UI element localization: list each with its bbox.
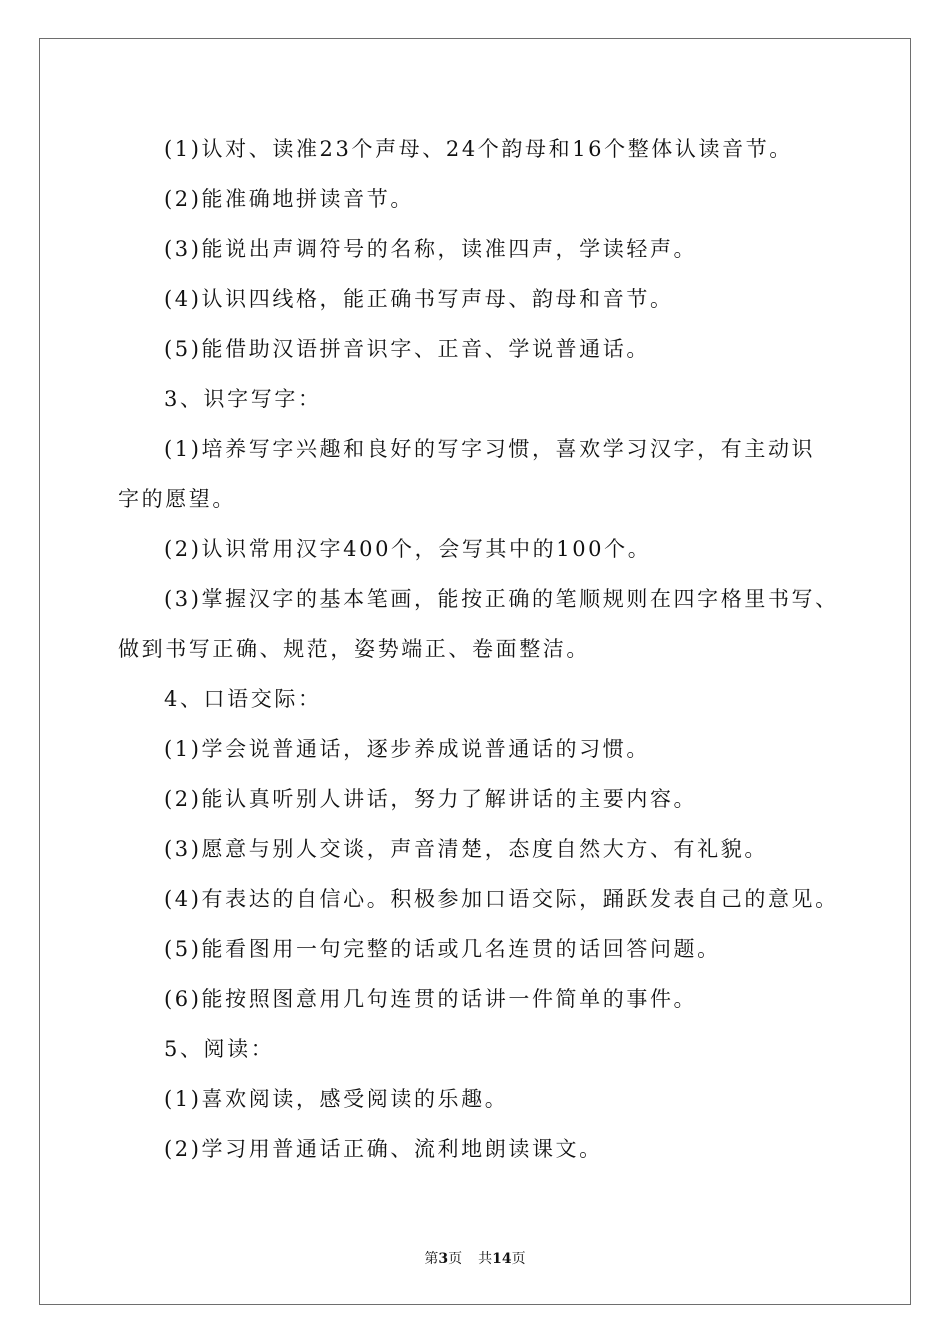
- footer-page-suffix: 页: [448, 1251, 463, 1267]
- footer-total-prefix: 共: [478, 1251, 493, 1267]
- paragraph: (2)能认真听别人讲话，努力了解讲话的主要内容。: [164, 787, 698, 811]
- paragraph: (2)认识常用汉字400个，会写其中的100个。: [164, 537, 652, 561]
- footer-total-pages: 14: [492, 1251, 512, 1267]
- section-heading: 5、阅读：: [164, 1037, 275, 1061]
- footer-total-suffix: 页: [511, 1251, 526, 1267]
- paragraph: (4)认识四线格，能正确书写声母、韵母和音节。: [164, 287, 674, 311]
- paragraph: (4)有表达的自信心。积极参加口语交际，踊跃发表自己的意见。: [164, 887, 839, 911]
- paragraph-continuation: 字的愿望。: [118, 487, 236, 511]
- paragraph: (2)能准确地拼读音节。: [164, 187, 414, 211]
- paragraph: (1)学会说普通话，逐步养成说普通话的习惯。: [164, 737, 650, 761]
- page-footer: [0, 1248, 950, 1268]
- paragraph: (3)愿意与别人交谈，声音清楚，态度自然大方、有礼貌。: [164, 837, 768, 861]
- paragraph: (3)掌握汉字的基本笔画，能按正确的笔顺规则在四字格里书写、: [164, 587, 839, 611]
- paragraph-continuation: 做到书写正确、规范，姿势端正、卷面整洁。: [118, 637, 590, 661]
- document-body: [118, 124, 838, 1174]
- section-heading: 3、识字写字：: [164, 387, 322, 411]
- paragraph: (1)培养写字兴趣和良好的写字习惯，喜欢学习汉字，有主动识: [164, 437, 816, 461]
- section-heading: 4、口语交际：: [164, 687, 322, 711]
- paragraph: (1)认对、读准23个声母、24个韵母和16个整体认读音节。: [164, 137, 793, 161]
- paragraph: (3)能说出声调符号的名称，读准四声，学读轻声。: [164, 237, 698, 261]
- paragraph: (1)喜欢阅读，感受阅读的乐趣。: [164, 1087, 509, 1111]
- footer-page-number: 3: [438, 1251, 449, 1267]
- paragraph: (6)能按照图意用几句连贯的话讲一件简单的事件。: [164, 987, 698, 1011]
- paragraph: (5)能看图用一句完整的话或几名连贯的话回答问题。: [164, 937, 721, 961]
- paragraph: (2)学习用普通话正确、流利地朗读课文。: [164, 1137, 603, 1161]
- footer-page-prefix: 第: [424, 1251, 439, 1267]
- paragraph: (5)能借助汉语拼音识字、正音、学说普通话。: [164, 337, 650, 361]
